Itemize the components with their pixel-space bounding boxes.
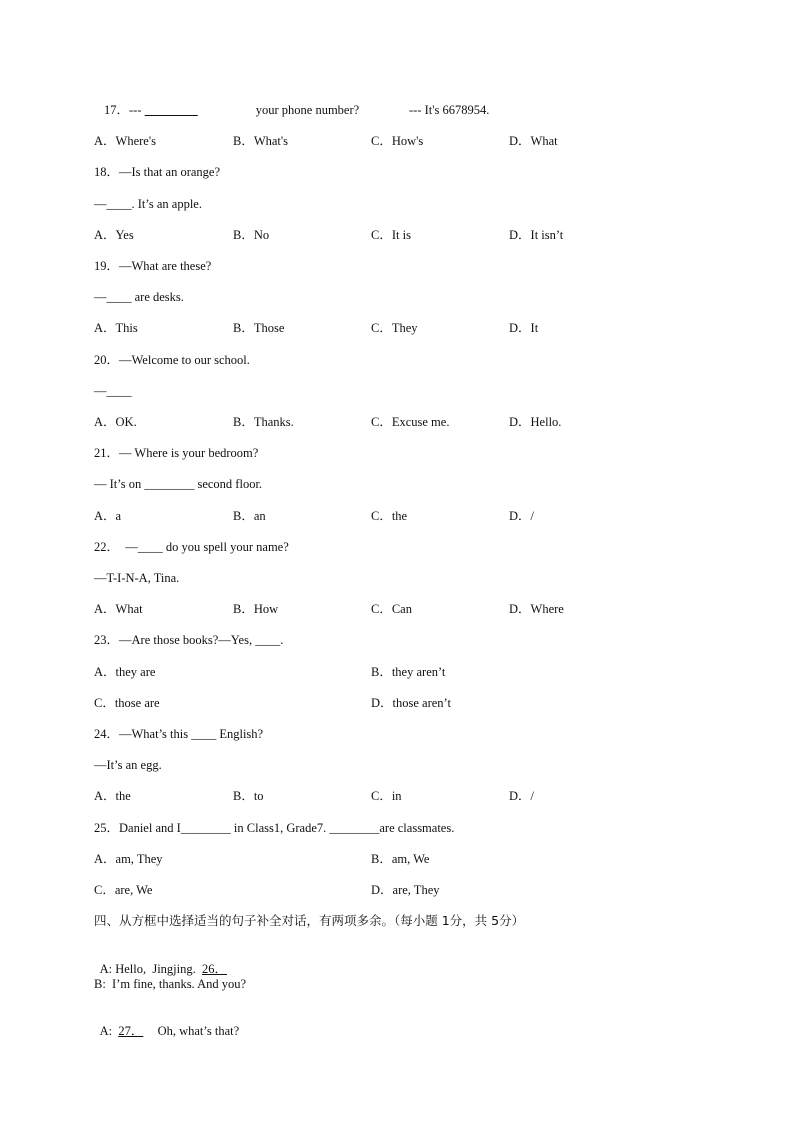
q23-options-row2 (94, 695, 694, 711)
section4-line1 (94, 945, 237, 977)
q18-reply: —____. It’s an apple. (94, 197, 202, 211)
section4-heading: 四、从方框中选择适当的句子补全对话，有两项多余。（每小题 1分，共 5分） (94, 913, 525, 928)
q24-reply: —It’s an egg. (94, 758, 162, 772)
q20-option-d[interactable]: D．Hello. (509, 415, 562, 429)
q22-reply: —T-I-N-A, Tina. (94, 571, 180, 585)
q20-option-b[interactable]: B．Thanks. (233, 415, 294, 429)
q20-option-a[interactable]: A．OK. (94, 415, 137, 429)
q25-options-row2 (94, 882, 694, 898)
q22-option-c[interactable]: C．Can (371, 602, 412, 616)
q20-option-c[interactable]: C．Excuse me. (371, 415, 450, 429)
q25-stem: 25．Daniel and I________ in Class1, Grade7. ________are classmates. (94, 821, 455, 835)
q21-reply: — It’s on ________ second floor. (94, 477, 263, 491)
q17-stem-rest: your phone number? (252, 103, 360, 117)
q17-option-b[interactable]: B．What's (233, 134, 289, 148)
q18-option-c[interactable]: C．It is (371, 228, 411, 242)
q23-option-b[interactable]: B．they aren’t (371, 665, 446, 679)
q18-options (94, 227, 694, 243)
q19-option-d[interactable]: D．It (509, 321, 539, 335)
q17-blank (145, 102, 253, 118)
q25-option-c[interactable]: C．are, We (94, 883, 153, 897)
q17-option-a[interactable]: A．Where's (94, 134, 156, 148)
q17-option-c[interactable]: C．How's (371, 134, 424, 148)
q24-option-d[interactable]: D．/ (509, 789, 535, 803)
q19-option-c[interactable]: C．They (371, 321, 418, 335)
q23-option-a[interactable]: A．they are (94, 665, 156, 679)
q19-options (94, 320, 694, 336)
q25-option-d[interactable]: D．are, They (371, 883, 440, 897)
q23-stem: 23．—Are those books?—Yes, ____. (94, 633, 284, 647)
q21-stem: 21．— Where is your bedroom? (94, 446, 259, 460)
section4-line3-rest: Oh, what’s that? (151, 1024, 240, 1038)
q25-option-b[interactable]: B．am, We (371, 852, 430, 866)
q22-stem: 22． —____ do you spell your name? (94, 540, 289, 554)
q24-stem: 24．—What’s this ____ English? (94, 727, 264, 741)
section4-line1-text: A: Hello, Jingjing. (99, 962, 202, 976)
blank-26[interactable]: 26． (202, 962, 228, 976)
q21-option-c[interactable]: C．the (371, 509, 408, 523)
q20-stem: 20．—Welcome to our school. (94, 353, 250, 367)
q24-options (94, 788, 694, 804)
q19-reply: —____ are desks. (94, 290, 184, 304)
q20-options (94, 414, 694, 430)
q19-option-b[interactable]: B．Those (233, 321, 285, 335)
q21-options (94, 508, 694, 524)
q20-reply: —____ (94, 384, 132, 398)
q19-option-a[interactable]: A．This (94, 321, 138, 335)
q22-option-a[interactable]: A．What (94, 602, 143, 616)
q18-option-a[interactable]: A．Yes (94, 228, 134, 242)
blank-27[interactable]: 27． (118, 1024, 144, 1038)
q18-option-d[interactable]: D．It isn’t (509, 228, 564, 242)
q22-options (94, 601, 694, 617)
q23-option-d[interactable]: D．those aren’t (371, 696, 451, 710)
q25-options-row1 (94, 851, 694, 867)
q23-option-c[interactable]: C．those are (94, 696, 160, 710)
q21-option-a[interactable]: A．a (94, 509, 122, 523)
q22-option-b[interactable]: B．How (233, 602, 279, 616)
q19-stem: 19．—What are these? (94, 259, 212, 273)
section4-line3 (94, 1007, 239, 1039)
q23-options-row1 (94, 664, 694, 680)
q21-option-b[interactable]: B．an (233, 509, 266, 523)
q25-option-a[interactable]: A．am, They (94, 852, 163, 866)
q17-stem (104, 102, 359, 118)
q18-stem: 18．—Is that an orange? (94, 165, 221, 179)
q17-options (94, 133, 694, 149)
section4-line2: B: I’m fine, thanks. And you? (94, 977, 247, 991)
q24-option-b[interactable]: B．to (233, 789, 264, 803)
q17-option-d[interactable]: D．What (509, 134, 558, 148)
section4-line3-text: A: (99, 1024, 119, 1038)
q17-number: 17．--- (104, 103, 142, 117)
q17-answer: --- It's 6678954. (409, 103, 490, 117)
q22-option-d[interactable]: D．Where (509, 602, 564, 616)
q21-option-d[interactable]: D．/ (509, 509, 535, 523)
q24-option-c[interactable]: C．in (371, 789, 402, 803)
q24-option-a[interactable]: A．the (94, 789, 131, 803)
q18-option-b[interactable]: B．No (233, 228, 270, 242)
